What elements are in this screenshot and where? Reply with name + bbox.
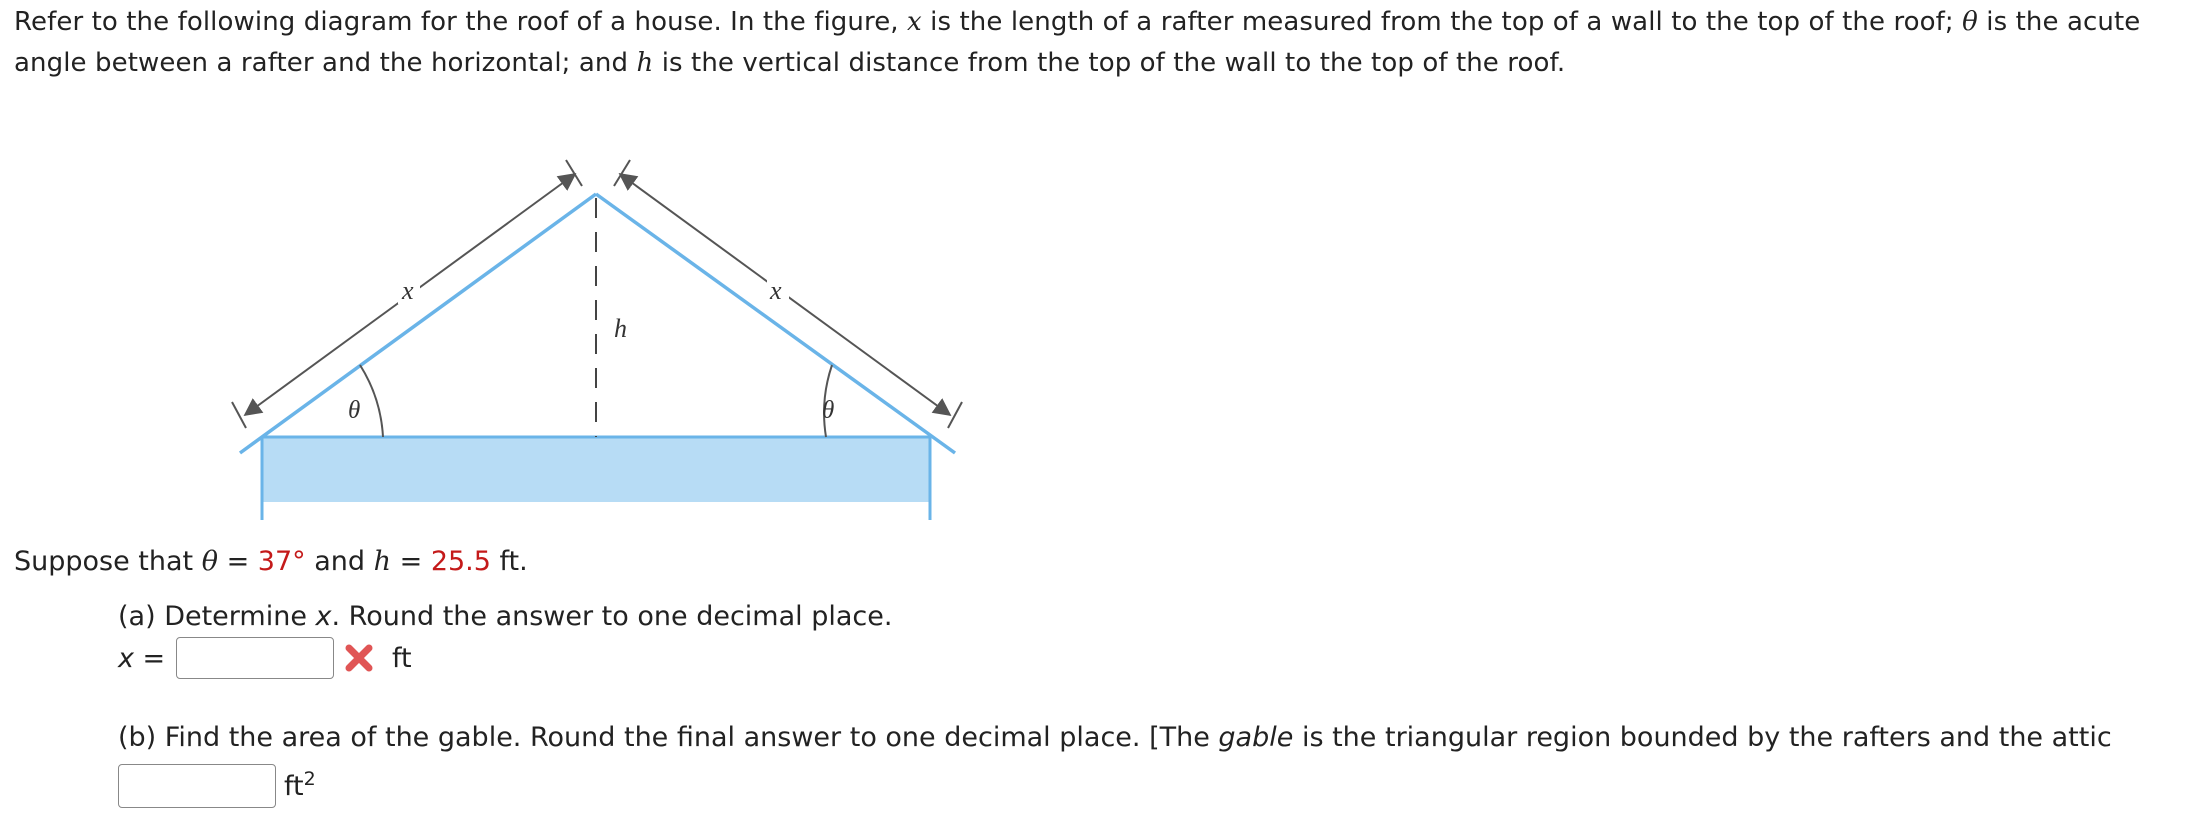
part-b-answer-input[interactable] [118, 764, 276, 808]
label-theta-left: θ [348, 397, 361, 424]
intro-text-3: is the acute angle between a rafter and the horizontal; and [14, 7, 2141, 78]
part-b-prompt [118, 718, 2168, 798]
intro-text-1: Refer to the following diagram for the roof of a house. In the figure, [14, 7, 908, 37]
left-dimension-tick-low [232, 402, 246, 428]
part-a-prompt [118, 597, 892, 637]
part-b-unit [284, 768, 316, 802]
left-dimension-tick-top [566, 160, 582, 186]
label-theta-right: θ [822, 397, 835, 424]
part-b-unit-base: ft [284, 771, 304, 802]
right-dimension-tick-top [614, 160, 630, 186]
given-and: and [305, 546, 374, 577]
roof-diagram [220, 150, 980, 525]
given-prefix: Suppose that [14, 546, 202, 577]
part-a-prompt-var: x [315, 601, 332, 632]
given-equals-1: = [218, 546, 258, 577]
part-b-prompt-em: gable [1218, 722, 1294, 753]
part-a-prompt-post: . Round the answer to one decimal place. [331, 601, 893, 632]
var-x: x [907, 7, 922, 37]
right-dimension-tick-low [948, 402, 962, 428]
given-theta-value: 37° [257, 546, 306, 577]
attic-floor-wall [262, 437, 930, 502]
label-x-left: x [402, 276, 414, 305]
given-values [14, 542, 528, 582]
part-a-unit: ft [392, 642, 412, 674]
given-equals-2: = [391, 546, 431, 577]
problem-intro [14, 2, 2182, 84]
left-angle-arc [360, 365, 383, 437]
part-a-answer-row [118, 636, 412, 680]
given-h-symbol: h [373, 546, 392, 577]
part-a-answer-label: x = [118, 642, 166, 674]
incorrect-x-icon [342, 641, 376, 675]
given-h-value: 25.5 [430, 546, 491, 577]
left-rafter [240, 194, 596, 453]
part-b-unit-exponent: 2 [303, 768, 316, 790]
part-a-prompt-pre: (a) Determine [118, 601, 316, 632]
part-b-prompt-pre: (b) Find the area of the gable. Round the final answer to one decimal place. [The [118, 722, 1219, 753]
intro-text-4: is the vertical distance from the top of the wall to the top of the roof. [653, 48, 1566, 78]
given-theta-symbol: θ [201, 546, 218, 577]
right-rafter [596, 194, 955, 453]
var-h: h [636, 48, 654, 78]
part-b-answer-row [118, 764, 316, 810]
part-a-answer-input[interactable] [176, 637, 334, 679]
label-h: h [614, 314, 627, 343]
intro-text-2: is the length of a rafter measured from the top of a wall to the top of the roof; [921, 7, 1963, 37]
part-b-prompt-post: is the triangular region bounded by the rafters and the attic [1301, 722, 2112, 753]
roof-diagram-svg [220, 150, 980, 525]
label-x-right: x [770, 276, 782, 305]
var-theta: θ [1962, 7, 1978, 37]
given-unit: ft. [490, 546, 528, 577]
